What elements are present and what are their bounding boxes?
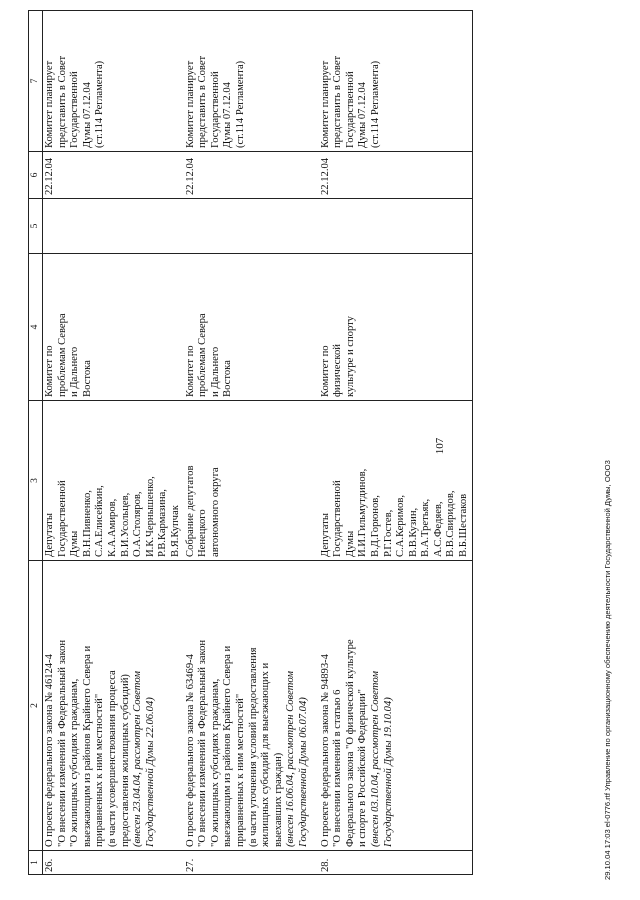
plan-line: Комитет планирует [319, 60, 331, 148]
bill-authors [319, 401, 473, 561]
column-header-1: 1 [29, 851, 43, 875]
row-number: 28. [319, 851, 473, 875]
column-header-2: 2 [29, 561, 43, 851]
plan-line: (ст.114 Регламента) [234, 60, 246, 148]
column-number-row [29, 11, 43, 875]
bill-description [43, 561, 184, 851]
bill-authors [43, 401, 184, 561]
author-line: В.В.Свиридов, [445, 490, 457, 557]
bill-desc-line: "О внесении изменений в статью 6 [332, 689, 344, 847]
bill-description [319, 561, 473, 851]
plan-line: (ст.114 Регламента) [94, 60, 106, 148]
responsible-committee [319, 254, 473, 401]
column-5-cell [319, 199, 473, 254]
committee-plan [43, 11, 184, 152]
committee-plan [184, 11, 319, 152]
plan-line: Государственной [69, 71, 81, 148]
committee-line: культуре и спорту [344, 316, 356, 397]
author-line: В.Д.Горюнов, [369, 495, 381, 557]
bill-desc-line: приравненных к ним местностей" [234, 693, 246, 847]
bill-note-line: (внесен 16.06.04, рассмотрен Советом [285, 671, 297, 847]
committee-line: Востока [81, 360, 93, 397]
responsible-committee [184, 254, 319, 401]
bill-note-line: Государственной Думы 19.10.04) [382, 697, 394, 847]
bill-note-line: Государственной Думы 22.06.04) [144, 697, 156, 847]
bill-desc-line: "О внесении изменений в Федеральный закон [56, 639, 68, 847]
bill-desc-line: "О жилищных субсидиях гражданам, [209, 678, 221, 847]
column-header-6: 6 [29, 152, 43, 199]
committee-line: Комитет по [319, 345, 331, 397]
author-line: Р.В.Кармазина, [157, 489, 169, 557]
review-date: 22.12.04 [184, 152, 319, 199]
column-5-cell [184, 199, 319, 254]
bill-desc-line: выезжающим из районов Крайнего Севера и [81, 645, 93, 847]
author-line: Думы [69, 530, 81, 557]
column-header-7: 7 [29, 11, 43, 152]
bill-desc-line: жилищных субсидий для выезжающих и [260, 662, 272, 847]
author-line: С.А.Елисейкин, [94, 485, 106, 557]
bill-note-line: Государственной Думы 06.07.04) [297, 697, 309, 847]
author-line: И.И.Гильмутдинов, [357, 468, 369, 557]
bill-title: О проекте федерального закона № 46124-4 [44, 654, 55, 847]
author-line: В.Н.Пивненко, [81, 490, 93, 557]
column-5-cell [43, 199, 184, 254]
plan-line: Думы 07.12.04 [222, 82, 234, 148]
bill-desc-line: приравненных к ним местностей" [94, 693, 106, 847]
page-number: 107 [434, 437, 446, 455]
review-date: 22.12.04 [43, 152, 184, 199]
author-line: В.Я.Купчак [169, 505, 181, 557]
committee-line: и Дальнего [69, 346, 81, 397]
bill-desc-line: "О внесении изменений в Федеральный закон [197, 639, 209, 847]
author-line: В.В.Кузин, [407, 507, 419, 557]
author-line: Государственной [56, 480, 68, 557]
author-line: В.А.Третьяк, [420, 498, 432, 557]
author-line: Государственной [332, 480, 344, 557]
author-line: В.И.Усольцев, [119, 492, 131, 557]
committee-line: проблемам Севера [56, 313, 68, 397]
author-line: А.С.Федяев, [432, 501, 444, 557]
plan-line: (ст.114 Регламента) [369, 60, 381, 148]
author-line: Депутаты [319, 513, 331, 557]
plan-line: представить в Совет [197, 55, 209, 148]
author-line: Думы [344, 530, 356, 557]
plan-line: представить в Совет [332, 55, 344, 148]
author-line: К.А.Амиров, [106, 498, 118, 557]
document-footer: 29.10.04 17:03 el-0776.rtf Управление по организационному обеспечению деятельности Государственной Думы, ООО3 [603, 460, 612, 880]
author-line: В.Б.Шестаков [458, 493, 470, 557]
bill-authors [184, 401, 319, 561]
author-line: И.К.Чернышенко, [144, 476, 156, 557]
column-header-5: 5 [29, 199, 43, 254]
plan-line: Комитет планирует [44, 60, 55, 148]
table-row [43, 11, 184, 875]
author-line: О.А.Столяров, [132, 491, 144, 557]
rotated-table-container [28, 11, 470, 875]
author-line: Депутаты [44, 513, 55, 557]
committee-line: проблемам Севера [197, 313, 209, 397]
bill-note-line: (внесен 23.04.04, рассмотрен Советом [132, 671, 144, 847]
column-header-3: 3 [29, 401, 43, 561]
committee-line: Комитет по [184, 345, 196, 397]
review-date: 22.12.04 [319, 152, 473, 199]
plan-line: представить в Совет [56, 55, 68, 148]
committee-line: и Дальнего [209, 346, 221, 397]
bill-desc-line: Федерального закона "О физической культуре [344, 639, 356, 847]
author-line: Р.Г.Гостев, [382, 509, 394, 557]
committee-line: Востока [222, 360, 234, 397]
author-line: Собрание депутатов [184, 465, 196, 557]
responsible-committee [43, 254, 184, 401]
bills-table [28, 10, 473, 875]
table-row [319, 11, 473, 875]
committee-line: физической [332, 344, 344, 397]
author-line: С.А.Керимов, [395, 495, 407, 557]
plan-line: Думы 07.12.04 [357, 82, 369, 148]
plan-line: Комитет планирует [184, 60, 196, 148]
bill-desc-line: и спорте в Российской Федерации" [357, 689, 369, 847]
bill-desc-line: выезжающим из районов Крайнего Севера и [222, 645, 234, 847]
bill-desc-line: (в части усовершенствования процесса [106, 670, 118, 847]
committee-line: Комитет по [44, 345, 55, 397]
bill-desc-line: предоставления жилищных субсидий) [119, 674, 131, 847]
bill-title: О проекте федерального закона № 63469-4 [184, 654, 196, 847]
row-number: 26. [43, 851, 184, 875]
table-row [184, 11, 319, 875]
bill-desc-line: "О жилищных субсидиях гражданам, [69, 678, 81, 847]
author-line: автономного округа [209, 467, 221, 557]
column-header-4: 4 [29, 254, 43, 401]
row-number: 27. [184, 851, 319, 875]
plan-line: Государственной [209, 71, 221, 148]
author-line: Ненецкого [197, 509, 209, 557]
plan-line: Думы 07.12.04 [81, 82, 93, 148]
bill-description [184, 561, 319, 851]
bill-note-line: (внесен 03.10.04, рассмотрен Советом [369, 671, 381, 847]
plan-line: Государственной [344, 71, 356, 148]
committee-plan [319, 11, 473, 152]
bill-desc-line: выехавших граждан) [272, 752, 284, 847]
bill-title: О проекте федерального закона № 94893-4 [319, 654, 331, 847]
bill-desc-line: (в части уточнения условий предоставления [247, 647, 259, 847]
